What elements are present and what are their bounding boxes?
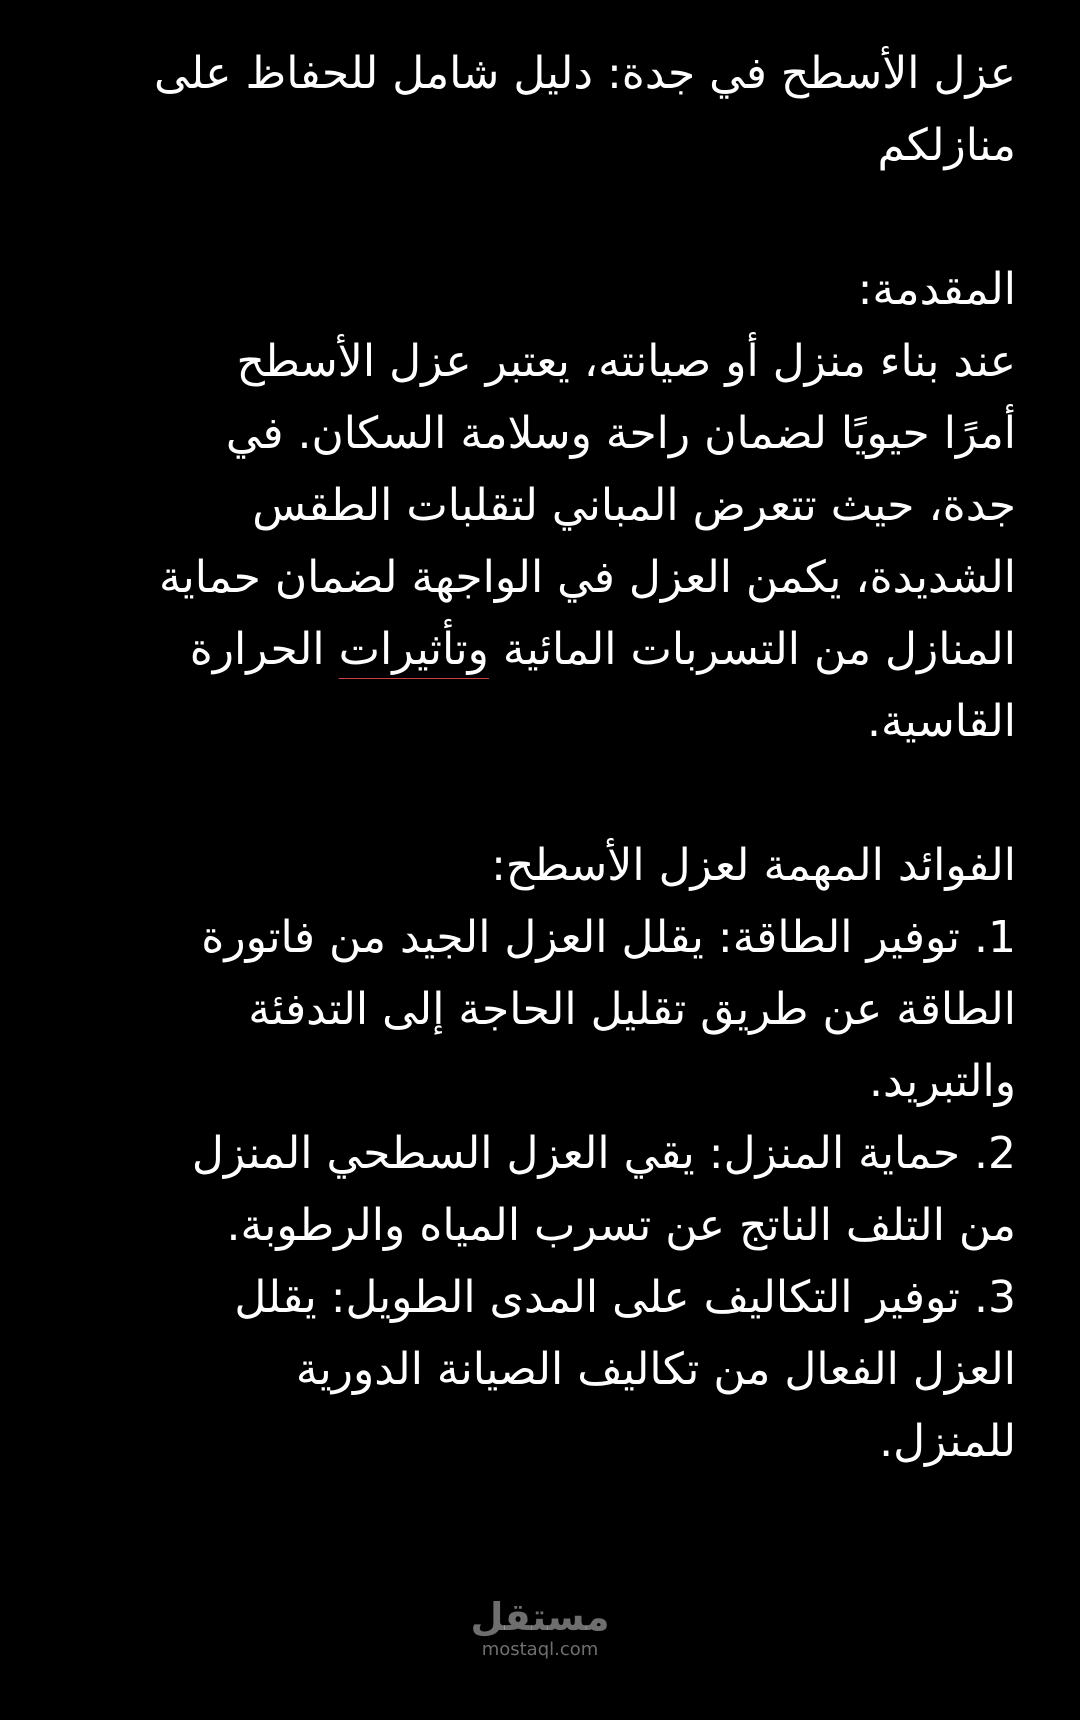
blank-line bbox=[64, 182, 1016, 254]
watermark-logo-text: مستقل bbox=[470, 1595, 610, 1639]
mostaql-watermark bbox=[0, 1595, 1080, 1661]
watermark-site: mostaql.com bbox=[481, 1639, 599, 1660]
benefit-1-line-2: الطاقة عن طريق تقليل الحاجة إلى التدفئة bbox=[248, 984, 1016, 1035]
intro-line-6: القاسية. bbox=[866, 696, 1016, 747]
benefit-2-line-1: 2. حماية المنزل: يقي العزل السطحي المنزل bbox=[191, 1128, 1016, 1179]
blank-line bbox=[64, 758, 1016, 830]
benefit-1-line-1: 1. توفير الطاقة: يقلل العزل الجيد من فاتورة bbox=[201, 912, 1016, 963]
benefit-2-line-2: من التلف الناتج عن تسرب المياه والرطوبة. bbox=[226, 1200, 1016, 1251]
benefit-3-line-1: 3. توفير التكاليف على المدى الطويل: يقلل bbox=[234, 1272, 1016, 1323]
benefit-1-line-3: والتبريد. bbox=[868, 1056, 1016, 1107]
benefit-3-line-2: العزل الفعال من تكاليف الصيانة الدورية bbox=[295, 1344, 1016, 1395]
spellcheck-marked-word[interactable]: وتأثيرات bbox=[338, 624, 489, 675]
benefits-heading: الفوائد المهمة لعزل الأسطح: bbox=[491, 840, 1016, 891]
intro-line-5-end: الحرارة bbox=[189, 624, 339, 675]
benefit-3-line-3: للمنزل. bbox=[879, 1416, 1016, 1467]
intro-line-4: الشديدة، يكمن العزل في الواجهة لضمان حماية bbox=[158, 552, 1016, 603]
intro-line-2: أمرًا حيويًا لضمان راحة وسلامة السكان. في bbox=[225, 408, 1016, 459]
intro-line-5-start: المنازل من التسربات المائية bbox=[488, 624, 1016, 675]
title-line-2: منازلكم bbox=[877, 120, 1016, 171]
title-line-1: عزل الأسطح في جدة: دليل شامل للحفاظ على bbox=[154, 48, 1016, 99]
intro-line-5 bbox=[64, 614, 1016, 686]
intro-line-1: عند بناء منزل أو صيانته، يعتبر عزل الأسطح bbox=[236, 336, 1016, 387]
intro-heading: المقدمة: bbox=[857, 264, 1016, 315]
intro-line-3: جدة، حيث تتعرض المباني لتقلبات الطقس bbox=[252, 480, 1016, 531]
